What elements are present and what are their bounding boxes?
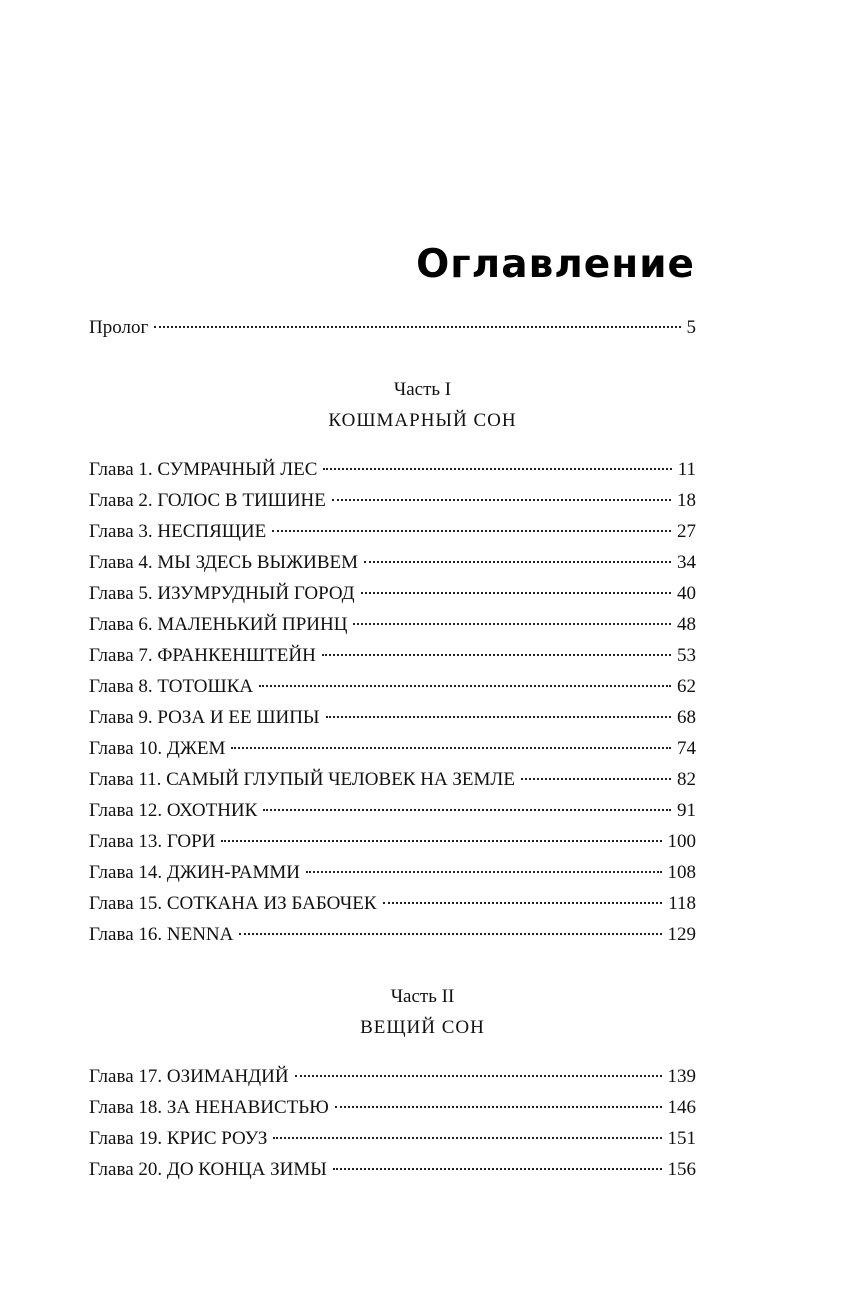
toc-entry[interactable]: [89, 799, 696, 823]
toc-entry-text: Глава 6. МАЛЕНЬКИЙ ПРИНЦ: [89, 614, 348, 635]
part-label: Часть II: [390, 986, 455, 1007]
toc-entry-text: Глава 2. ГОЛОС В ТИШИНЕ: [89, 490, 326, 511]
toc-page-number: 129: [667, 924, 696, 945]
toc-leader-dots: [333, 1168, 662, 1170]
toc-leader-dots: [326, 716, 672, 718]
toc-page-number: 82: [677, 769, 696, 790]
toc-page-number: 139: [667, 1066, 696, 1087]
toc-page-number: 5: [686, 317, 696, 338]
toc-leader-dots: [154, 326, 680, 328]
toc-entry-text: Глава 15. СОТКАНА ИЗ БАБОЧЕК: [89, 893, 377, 914]
toc-entry[interactable]: [89, 923, 696, 947]
toc-page-number: 74: [677, 738, 696, 759]
part-label: Часть I: [393, 379, 452, 400]
toc-page-number: 11: [677, 459, 696, 480]
toc-page-number: 53: [677, 645, 696, 666]
toc-entry[interactable]: [89, 1127, 696, 1151]
toc-entry-text: Глава 17. ОЗИМАНДИЙ: [89, 1066, 289, 1087]
toc-page-number: 108: [667, 862, 696, 883]
toc-entry[interactable]: [89, 768, 696, 792]
toc-leader-dots: [332, 499, 671, 501]
toc-entry-text: Глава 19. КРИС РОУЗ: [89, 1128, 268, 1149]
toc-entry-text: Глава 7. ФРАНКЕНШТЕЙН: [89, 645, 316, 666]
page-title: Оглавление: [416, 242, 695, 287]
toc-entry-text: Глава 20. ДО КОНЦА ЗИМЫ: [89, 1159, 327, 1180]
toc-entry-text: Глава 12. ОХОТНИК: [89, 800, 258, 821]
toc-page-number: 118: [668, 893, 696, 914]
part-title: ВЕЩИЙ СОН: [360, 1017, 485, 1038]
toc-leader-dots: [322, 654, 671, 656]
toc-entry[interactable]: [89, 582, 696, 606]
toc-leader-dots: [383, 902, 663, 904]
toc-entry-text: Глава 10. ДЖЕМ: [89, 738, 226, 759]
toc-page-number: 34: [677, 552, 696, 573]
toc-entry[interactable]: [89, 520, 696, 544]
toc-entry[interactable]: [89, 892, 696, 916]
toc-entry-text: Глава 1. СУМРАЧНЫЙ ЛЕС: [89, 459, 318, 480]
toc-page-number: 18: [677, 490, 696, 511]
toc-entry[interactable]: [89, 1096, 696, 1120]
toc-leader-dots: [221, 840, 661, 842]
toc-entry-prologue[interactable]: [89, 316, 696, 340]
toc-page-number: 146: [667, 1097, 696, 1118]
toc-page-number: 62: [677, 676, 696, 697]
toc-leader-dots: [364, 561, 671, 563]
toc-leader-dots: [273, 1137, 661, 1139]
toc-leader-dots: [361, 592, 671, 594]
toc-entry[interactable]: [89, 737, 696, 761]
toc-entry-text: Глава 13. ГОРИ: [89, 831, 216, 852]
part-title: КОШМАРНЫЙ СОН: [328, 410, 517, 431]
toc-entry[interactable]: [89, 613, 696, 637]
toc-entry[interactable]: [89, 458, 696, 482]
toc-entry-text: Глава 4. МЫ ЗДЕСЬ ВЫЖИВЕМ: [89, 552, 359, 573]
toc-page-number: 40: [677, 583, 696, 604]
toc-entry-text: Глава 3. НЕСПЯЩИЕ: [89, 521, 267, 542]
toc-entry[interactable]: [89, 706, 696, 730]
toc-entry[interactable]: [89, 1158, 696, 1182]
toc-entry-text: Пролог: [89, 317, 149, 338]
toc-page-number: 91: [677, 800, 696, 821]
toc-leader-dots: [521, 778, 671, 780]
toc-entry[interactable]: [89, 551, 696, 575]
toc-entry-text: Глава 5. ИЗУМРУДНЫЙ ГОРОД: [89, 583, 355, 604]
toc-leader-dots: [272, 530, 671, 532]
toc-entry-text: Глава 16. NENNA: [89, 924, 234, 945]
toc-leader-dots: [259, 685, 671, 687]
toc-entry-text: Глава 8. ТОТОШКА: [89, 676, 254, 697]
toc-leader-dots: [295, 1075, 662, 1077]
toc-entry[interactable]: [89, 675, 696, 699]
toc-page-number: 100: [667, 831, 696, 852]
toc-page-number: 156: [667, 1159, 696, 1180]
toc-page-number: 151: [667, 1128, 696, 1149]
toc-leader-dots: [306, 871, 662, 873]
toc-entry[interactable]: [89, 1065, 696, 1089]
toc-page-number: 27: [677, 521, 696, 542]
toc-leader-dots: [323, 468, 671, 470]
toc-leader-dots: [353, 623, 671, 625]
toc-entry[interactable]: [89, 644, 696, 668]
toc-leader-dots: [239, 933, 661, 935]
toc-page-number: 48: [677, 614, 696, 635]
toc-leader-dots: [335, 1106, 662, 1108]
toc-entry-text: Глава 14. ДЖИН-РАММИ: [89, 862, 300, 883]
toc-entry[interactable]: [89, 861, 696, 885]
toc-entry-text: Глава 18. ЗА НЕНАВИСТЬЮ: [89, 1097, 329, 1118]
toc-entry-text: Глава 9. РОЗА И ЕЕ ШИПЫ: [89, 707, 320, 728]
toc-entry[interactable]: [89, 830, 696, 854]
toc-leader-dots: [263, 809, 671, 811]
toc-entry-text: Глава 11. САМЫЙ ГЛУПЫЙ ЧЕЛОВЕК НА ЗЕМЛЕ: [89, 769, 515, 790]
toc-leader-dots: [231, 747, 671, 749]
toc-entry[interactable]: [89, 489, 696, 513]
toc-page-number: 68: [677, 707, 696, 728]
